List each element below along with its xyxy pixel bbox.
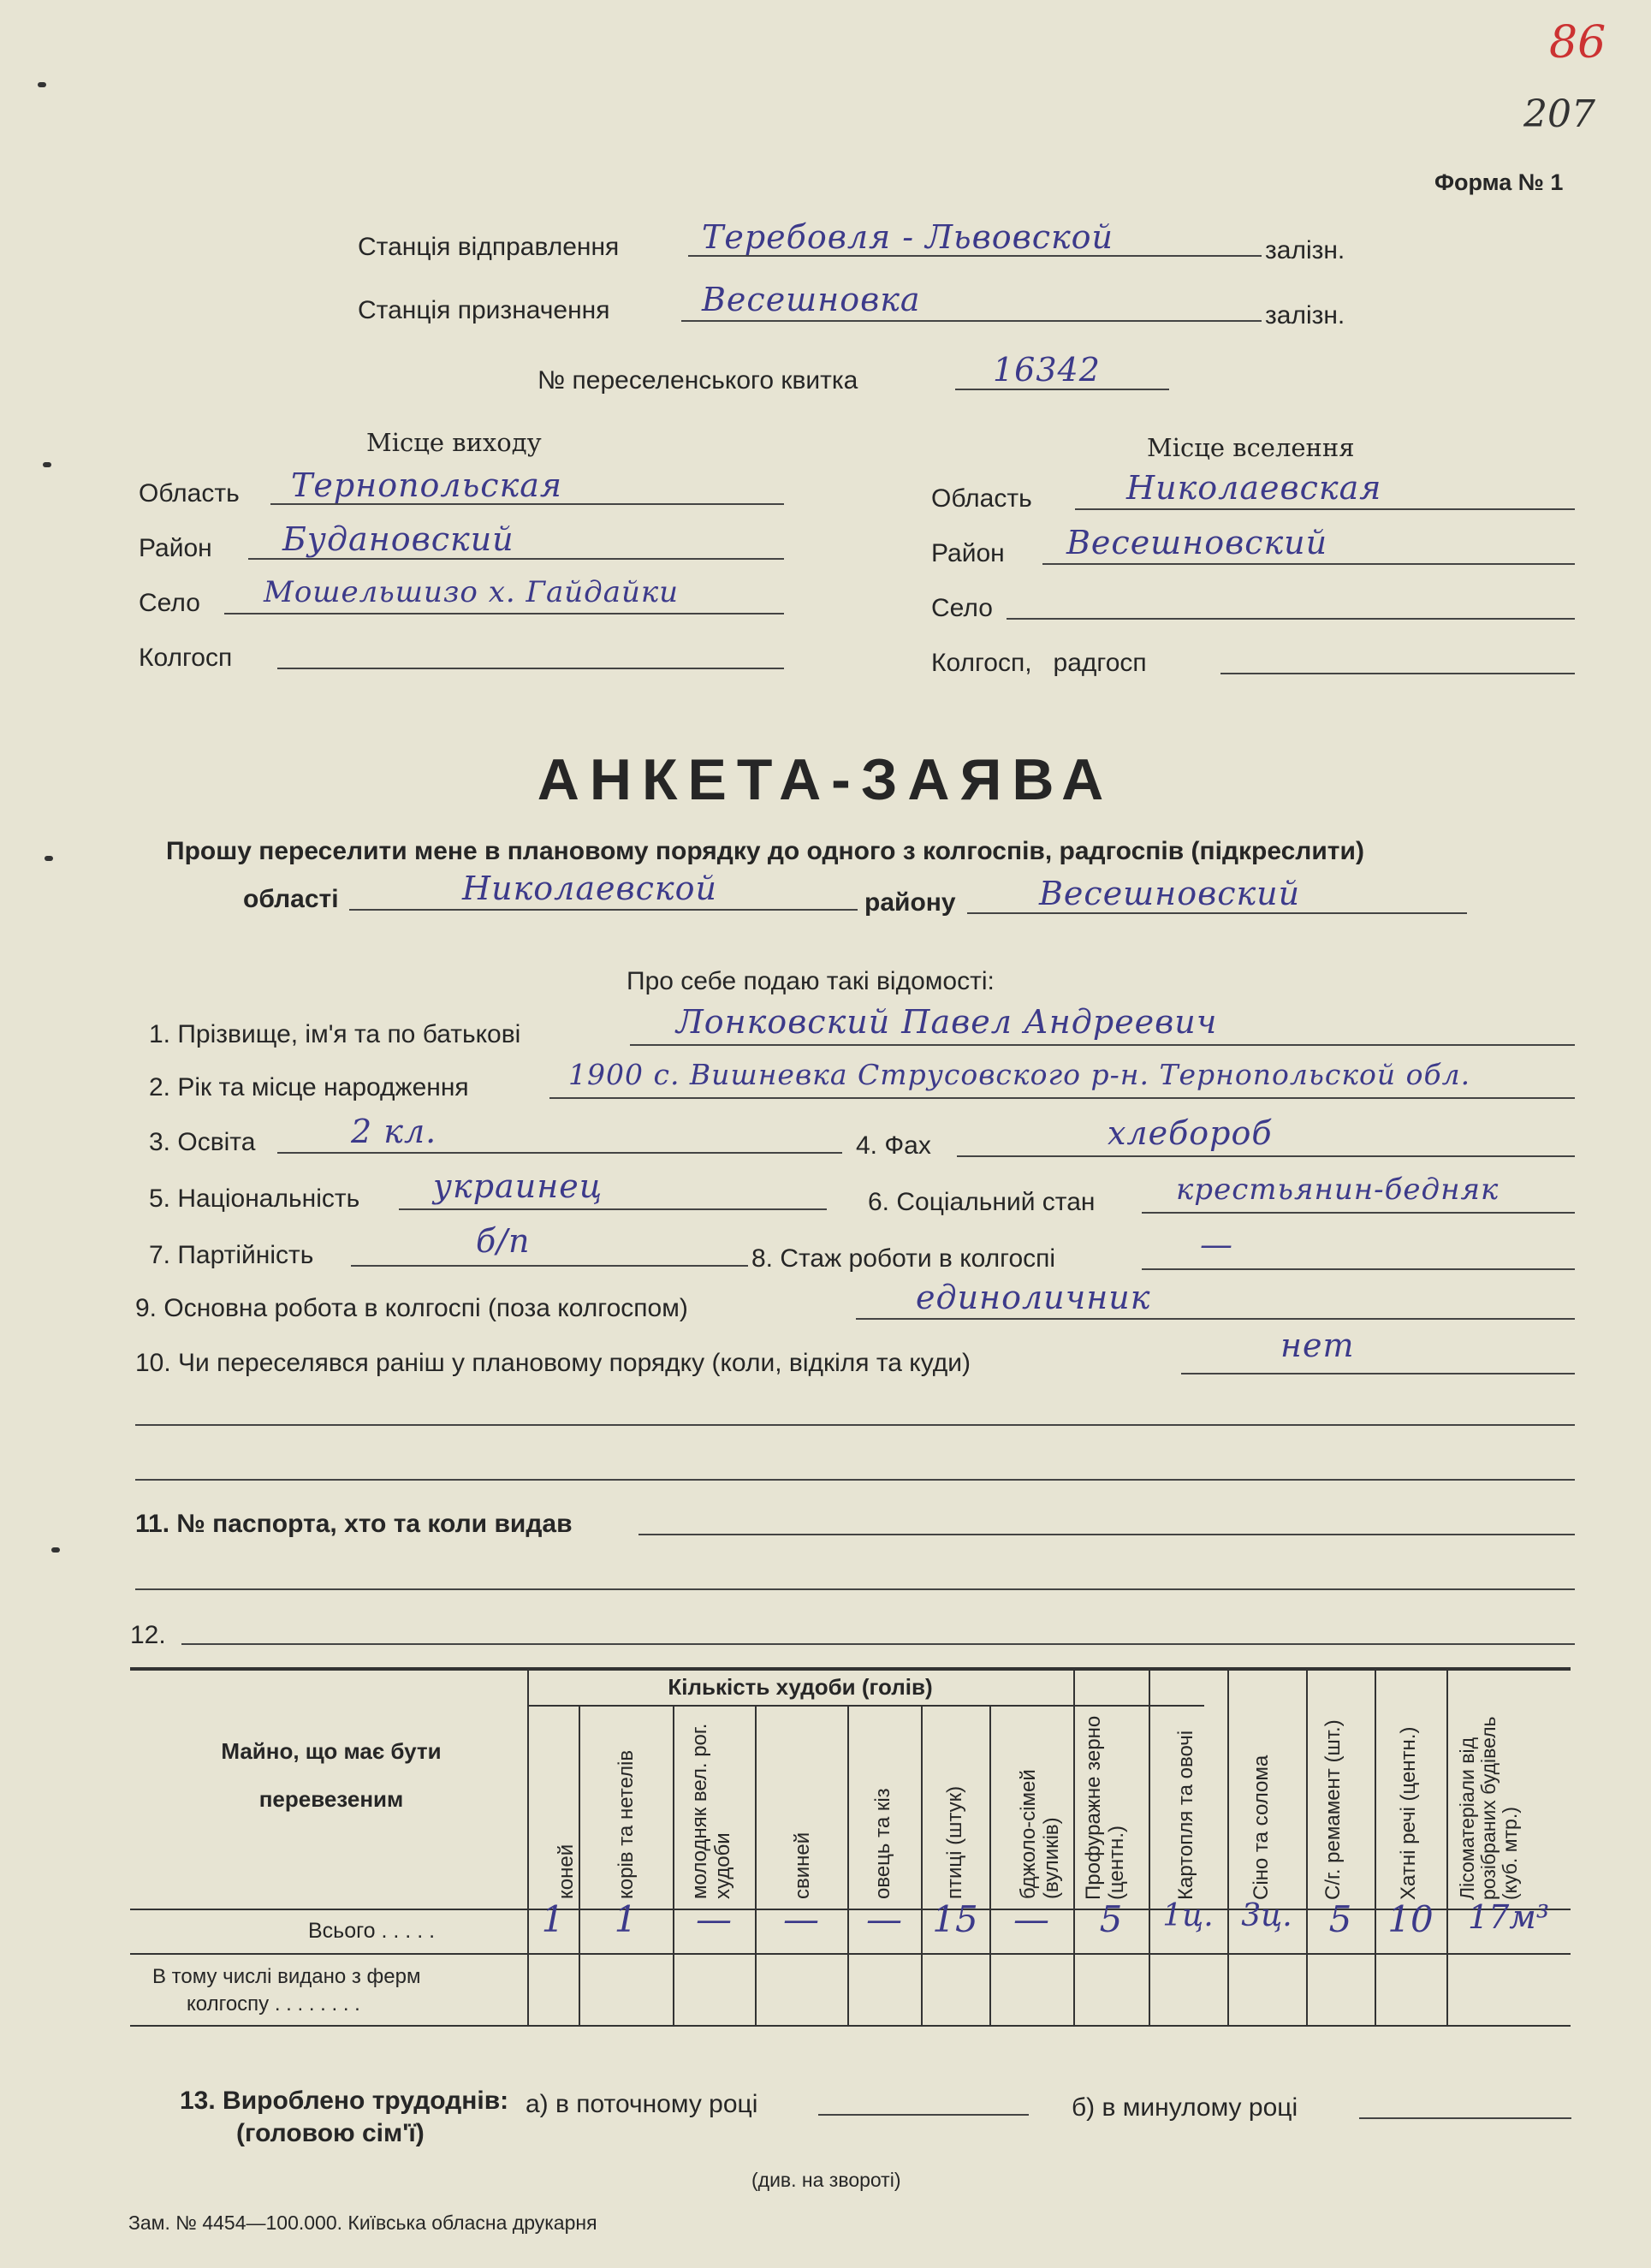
origin-kolhosp-label: Колгосп [139, 644, 233, 672]
binding-mark [45, 856, 53, 861]
settlement-oblast-line [1075, 508, 1575, 510]
departure-label: Станція відправлення [358, 233, 620, 261]
ticket-label: № переселенського квитка [537, 366, 858, 395]
field-2-value: 1900 с. Вишневка Струсовского р-н. Тернопольской обл. [568, 1058, 1471, 1091]
origin-oblast-value: Тернопольская [291, 466, 563, 504]
field-2-line [549, 1097, 1575, 1099]
request-raion-value: Весешновский [1039, 875, 1301, 912]
settlement-selo-line [1007, 618, 1575, 620]
total-young-cattle: — [696, 1898, 732, 1940]
intro-text: Про себе подаю такі відомості: [627, 967, 995, 995]
table-border [1227, 1667, 1229, 2027]
table-border [1149, 1667, 1150, 2027]
livestock-header: Кількість худоби (голів) [668, 1674, 933, 1700]
table-border [921, 1705, 923, 2027]
archive-number-red: 86 [1549, 17, 1606, 68]
request-raion-line [967, 912, 1467, 914]
table-border [1375, 1667, 1376, 2027]
col-header-horses: коней [555, 1843, 578, 1899]
field-9-line [856, 1318, 1575, 1320]
table-border [1073, 1667, 1075, 2027]
field-6-value: крестьянин-бедняк [1176, 1173, 1500, 1207]
field-11-extra-line [135, 1588, 1575, 1590]
field-11-line [638, 1534, 1575, 1535]
col-header-beehives: бджоло-сімей (вуликів) [1017, 1769, 1063, 1899]
field-4-value: хлебороб [1108, 1114, 1273, 1152]
field-3-line [277, 1152, 842, 1154]
archive-number-black: 207 [1523, 92, 1595, 136]
total-poultry: 15 [932, 1898, 978, 1940]
col-header-hay: Сіно та солома [1250, 1754, 1273, 1900]
total-household: 10 [1387, 1898, 1434, 1940]
origin-selo-line [224, 613, 784, 614]
origin-raion-line [248, 558, 784, 560]
col-header-household: Хатні речі (центн.) [1397, 1726, 1420, 1900]
field-4-label: 4. Фах [856, 1131, 931, 1160]
origin-selo-label: Село [139, 589, 200, 617]
form-title: АНКЕТА-ЗАЯВА [537, 747, 1114, 812]
form-number: Форма № 1 [1434, 169, 1564, 195]
request-raion-label: району [864, 888, 956, 917]
railway-suffix-2: залізн. [1265, 301, 1345, 330]
table-border [673, 1705, 674, 2027]
binding-mark [38, 82, 46, 87]
binding-mark [43, 462, 51, 467]
field-8-value: — [1200, 1226, 1233, 1263]
field-5-label: 5. Національність [149, 1184, 360, 1213]
col-header-equipment: С/г. ремамент (шт.) [1321, 1719, 1345, 1900]
request-oblast-line [349, 909, 858, 911]
col-header-grain: Профуражне зерно (центн.) [1082, 1715, 1128, 1900]
table-border [989, 1705, 991, 2027]
settlement-raion-label: Район [931, 539, 1005, 567]
workdays-label: 13. Вироблено трудоднів: [180, 2087, 509, 2115]
settlement-heading: Місце вселення [1147, 433, 1355, 462]
field-7-label: 7. Партійність [149, 1241, 314, 1269]
col-header-young-cattle: молодняк вел. рог. худоби [688, 1723, 734, 1899]
settlement-selo-label: Село [931, 594, 993, 622]
field-9-value: единоличник [916, 1279, 1151, 1316]
field-1-value: Лонковский Павел Андреевич [676, 1003, 1218, 1041]
origin-oblast-label: Область [139, 479, 240, 508]
field-5-line [399, 1208, 827, 1210]
ticket-line [955, 389, 1169, 390]
total-sheep-goats: — [866, 1898, 902, 1940]
table-border [130, 1667, 1571, 1671]
destination-value: Весешновка [702, 281, 921, 318]
origin-selo-value: Мошельшизо х. Гайдайки [264, 575, 680, 609]
field-10-extra-line [135, 1479, 1575, 1481]
field-10-extra-line [135, 1424, 1575, 1426]
field-5-value: украинец [433, 1167, 603, 1205]
departure-value: Теребовля - Львовской [702, 218, 1114, 256]
workdays-current-line [818, 2114, 1029, 2116]
total-beehives: — [1013, 1898, 1049, 1940]
binding-mark [51, 1547, 60, 1553]
settlement-oblast-label: Область [931, 484, 1032, 513]
railway-suffix-1: залізн. [1265, 236, 1345, 264]
total-potatoes: 1ц. [1162, 1898, 1214, 1933]
field-10-label: 10. Чи переселявся раніш у плановому порядку (коли, відкіля та куди) [135, 1349, 971, 1377]
settlement-raion-line [1042, 563, 1575, 565]
field-10-line [1181, 1373, 1575, 1374]
field-8-label: 8. Стаж роботи в колгоспі [751, 1244, 1056, 1273]
total-horses: 1 [541, 1898, 565, 1940]
table-border [755, 1705, 757, 2027]
field-12-label: 12. [130, 1621, 166, 1649]
property-table [130, 1667, 1571, 2027]
table-border [130, 2025, 1571, 2027]
table-border [130, 1953, 1571, 1955]
field-3-value: 2 кл. [351, 1113, 437, 1150]
settlement-kolhosp-line [1220, 673, 1575, 674]
field-4-line [957, 1155, 1575, 1157]
field-7-line [351, 1265, 748, 1267]
col-header-sheep-goats: овець та кіз [871, 1788, 894, 1899]
field-9-label: 9. Основна робота в колгоспі (поза колгоспом) [135, 1294, 688, 1322]
field-6-label: 6. Соціальний стан [868, 1188, 1096, 1216]
table-border [579, 1705, 580, 2027]
total-equipment: 5 [1328, 1898, 1352, 1940]
destination-label: Станція призначення [358, 296, 610, 324]
total-hay: 3ц. [1241, 1898, 1292, 1933]
ticket-value: 16342 [993, 351, 1101, 389]
total-cows: 1 [614, 1898, 638, 1940]
field-12-line [181, 1643, 1575, 1645]
settlement-oblast-value: Николаевская [1126, 469, 1382, 507]
field-1-label: 1. Прізвище, ім'я та по батькові [149, 1020, 521, 1048]
field-6-line [1142, 1212, 1575, 1214]
col-header-timber: Лісоматеріали від розібраних будівель (куб. мтр.) [1456, 1716, 1521, 1900]
table-border [527, 1667, 529, 2027]
settlement-kolhosp-label: Колгосп, радгосп [931, 649, 1147, 677]
field-11-label: 11. № паспорта, хто та коли видав [135, 1510, 573, 1538]
total-pigs: — [783, 1898, 819, 1940]
farm-row-label-1: В тому числі видано з ферм [152, 1965, 421, 1988]
col-header-cows: корів та нетелів [615, 1749, 638, 1899]
origin-raion-label: Район [139, 534, 212, 562]
col-header-potatoes: Картопля та овочі [1174, 1730, 1197, 1900]
origin-heading: Місце виходу [366, 428, 542, 457]
farm-row-label-2: колгоспу . . . . . . . . [187, 1992, 360, 2016]
field-10-value: нет [1280, 1327, 1355, 1364]
total-grain: 5 [1099, 1898, 1123, 1940]
workdays-sub: (головою сім'ї) [236, 2119, 425, 2147]
table-border [847, 1705, 849, 2027]
request-oblast-label: області [243, 885, 339, 913]
col-header-poultry: птиці (штук) [943, 1785, 966, 1899]
see-reverse-note: (див. на звороті) [751, 2169, 901, 2191]
workdays-current-label: а) в поточному році [526, 2090, 758, 2118]
origin-raion-value: Будановский [282, 520, 514, 558]
total-row-label: Всього . . . . . [308, 1919, 436, 1943]
col-header-pigs: свиней [791, 1832, 814, 1899]
settlement-raion-value: Весешновский [1066, 524, 1328, 561]
table-border [1306, 1667, 1308, 2027]
table-border [1446, 1667, 1448, 2027]
destination-line [681, 320, 1262, 322]
workdays-previous-label: б) в минулому році [1072, 2093, 1298, 2122]
field-7-value: б/п [476, 1222, 531, 1260]
workdays-previous-line [1359, 2117, 1571, 2119]
field-3-label: 3. Освіта [149, 1128, 256, 1156]
origin-kolhosp-line [277, 668, 784, 669]
field-2-label: 2. Рік та місце народження [149, 1073, 469, 1101]
request-oblast-value: Николаевской [462, 870, 717, 907]
printer-imprint: Зам. № 4454—100.000. Київська обласна друкарня [128, 2212, 597, 2234]
property-header: Майно, що має бути перевезеним [221, 1738, 442, 1812]
total-timber: 17м³ [1467, 1898, 1550, 1936]
field-8-line [1142, 1268, 1575, 1270]
request-text: Прошу переселити мене в плановому порядку до одного з колгоспів, радгоспів (підкреслити) [166, 837, 1364, 865]
field-1-line [630, 1044, 1575, 1046]
